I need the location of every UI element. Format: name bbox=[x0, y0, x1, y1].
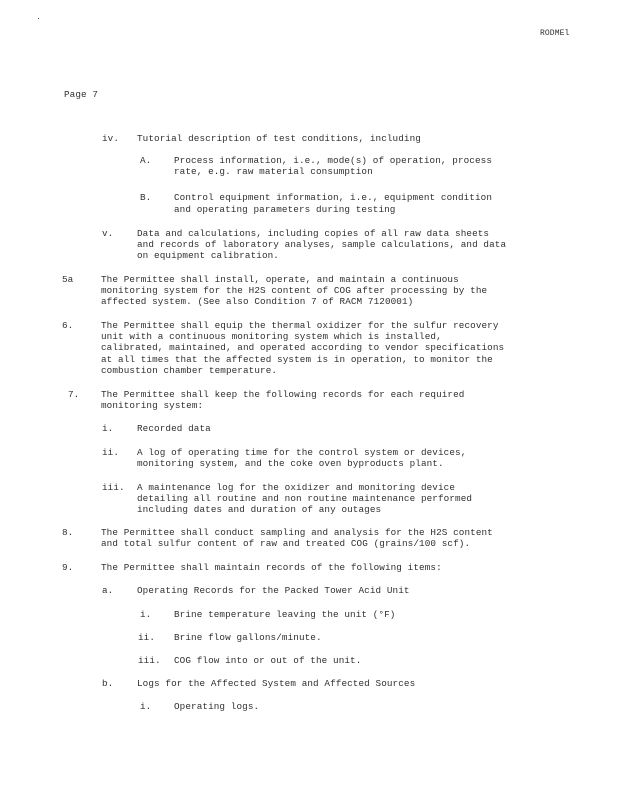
section-6-line: calibrated, maintained, and operated according to vendor specifications bbox=[101, 342, 505, 353]
section-7-ii-line: monitoring system, and the coke oven byproducts plant. bbox=[137, 458, 444, 469]
section-7-marker: 7. bbox=[68, 389, 80, 400]
section-6-marker: 6. bbox=[62, 320, 74, 331]
section-9-b-marker: b. bbox=[102, 678, 114, 689]
item-iv-b-line: Control equipment information, i.e., equipment condition bbox=[174, 192, 493, 203]
item-v-line: on equipment calibration. bbox=[137, 250, 279, 261]
section-7-ii-line: A log of operating time for the control system or devices, bbox=[137, 447, 467, 458]
section-5-marker: 5a bbox=[62, 274, 74, 285]
item-iv-a-line: rate, e.g. raw material consumption bbox=[174, 166, 373, 177]
section-9-b-line: Logs for the Affected System and Affected Sources bbox=[137, 678, 416, 689]
section-9-b-i-line: Operating logs. bbox=[174, 701, 260, 712]
document-id: RODMEl bbox=[540, 29, 570, 38]
section-7-i-line: Recorded data bbox=[137, 423, 211, 434]
section-7-line: The Permittee shall keep the following records for each required bbox=[101, 389, 465, 400]
section-9-a-i-line: Brine temperature leaving the unit (°F) bbox=[174, 609, 396, 620]
item-iv-a-marker: A. bbox=[140, 155, 152, 166]
section-6-line: at all times that the affected system is in operation, to monitor the bbox=[101, 354, 493, 365]
section-6-line: combustion chamber temperature. bbox=[101, 365, 278, 376]
section-7-i-marker: i. bbox=[102, 423, 114, 434]
item-iv-b-marker: B. bbox=[140, 192, 152, 203]
item-v-line: and records of laboratory analyses, sample calculations, and data bbox=[137, 239, 507, 250]
page-label: Page 7 bbox=[64, 89, 99, 100]
section-8-marker: 8. bbox=[62, 527, 74, 538]
section-9-a-marker: a. bbox=[102, 585, 114, 596]
section-7-line: monitoring system: bbox=[101, 400, 204, 411]
section-7-ii-marker: ii. bbox=[102, 447, 120, 458]
section-7-iii-line: detailing all routine and non routine maintenance performed bbox=[137, 493, 473, 504]
section-6-line: The Permittee shall equip the thermal oxidizer for the sulfur recovery bbox=[101, 320, 499, 331]
section-7-iii-marker: iii. bbox=[102, 482, 125, 493]
section-7-iii-line: including dates and duration of any outages bbox=[137, 504, 382, 515]
section-9-a-line: Operating Records for the Packed Tower Acid Unit bbox=[137, 585, 410, 596]
section-9-marker: 9. bbox=[62, 562, 74, 573]
section-8-line: The Permittee shall conduct sampling and analysis for the H2S content bbox=[101, 527, 493, 538]
item-iv-a-line: Process information, i.e., mode(s) of operation, process bbox=[174, 155, 493, 166]
item-iv-marker: iv. bbox=[102, 133, 120, 144]
section-5-line: The Permittee shall install, operate, and maintain a continuous bbox=[101, 274, 459, 285]
section-6-line: unit with a continuous monitoring system which is installed, bbox=[101, 331, 442, 342]
item-v-line: Data and calculations, including copies of all raw data sheets bbox=[137, 228, 490, 239]
section-9-a-iii-line: COG flow into or out of the unit. bbox=[174, 655, 362, 666]
section-9-a-i-marker: i. bbox=[140, 609, 152, 620]
section-5-line: monitoring system for the H2S content of COG after processing by the bbox=[101, 285, 488, 296]
section-9-a-iii-marker: iii. bbox=[138, 655, 161, 666]
section-8-line: and total sulfur content of raw and treated COG (grains/100 scf). bbox=[101, 538, 471, 549]
section-9-line: The Permittee shall maintain records of the following items: bbox=[101, 562, 442, 573]
section-5-line: affected system. (See also Condition 7 of RACM 7120001) bbox=[101, 296, 414, 307]
item-v-marker: v. bbox=[102, 228, 114, 239]
item-iv-text: Tutorial description of test conditions, including bbox=[137, 133, 421, 144]
item-iv-b-line: and operating parameters during testing bbox=[174, 204, 396, 215]
section-9-a-ii-marker: ii. bbox=[138, 632, 156, 643]
section-7-iii-line: A maintenance log for the oxidizer and monitoring device bbox=[137, 482, 456, 493]
section-9-a-ii-line: Brine flow gallons/minute. bbox=[174, 632, 322, 643]
section-9-b-i-marker: i. bbox=[140, 701, 152, 712]
scan-speck bbox=[38, 18, 39, 19]
